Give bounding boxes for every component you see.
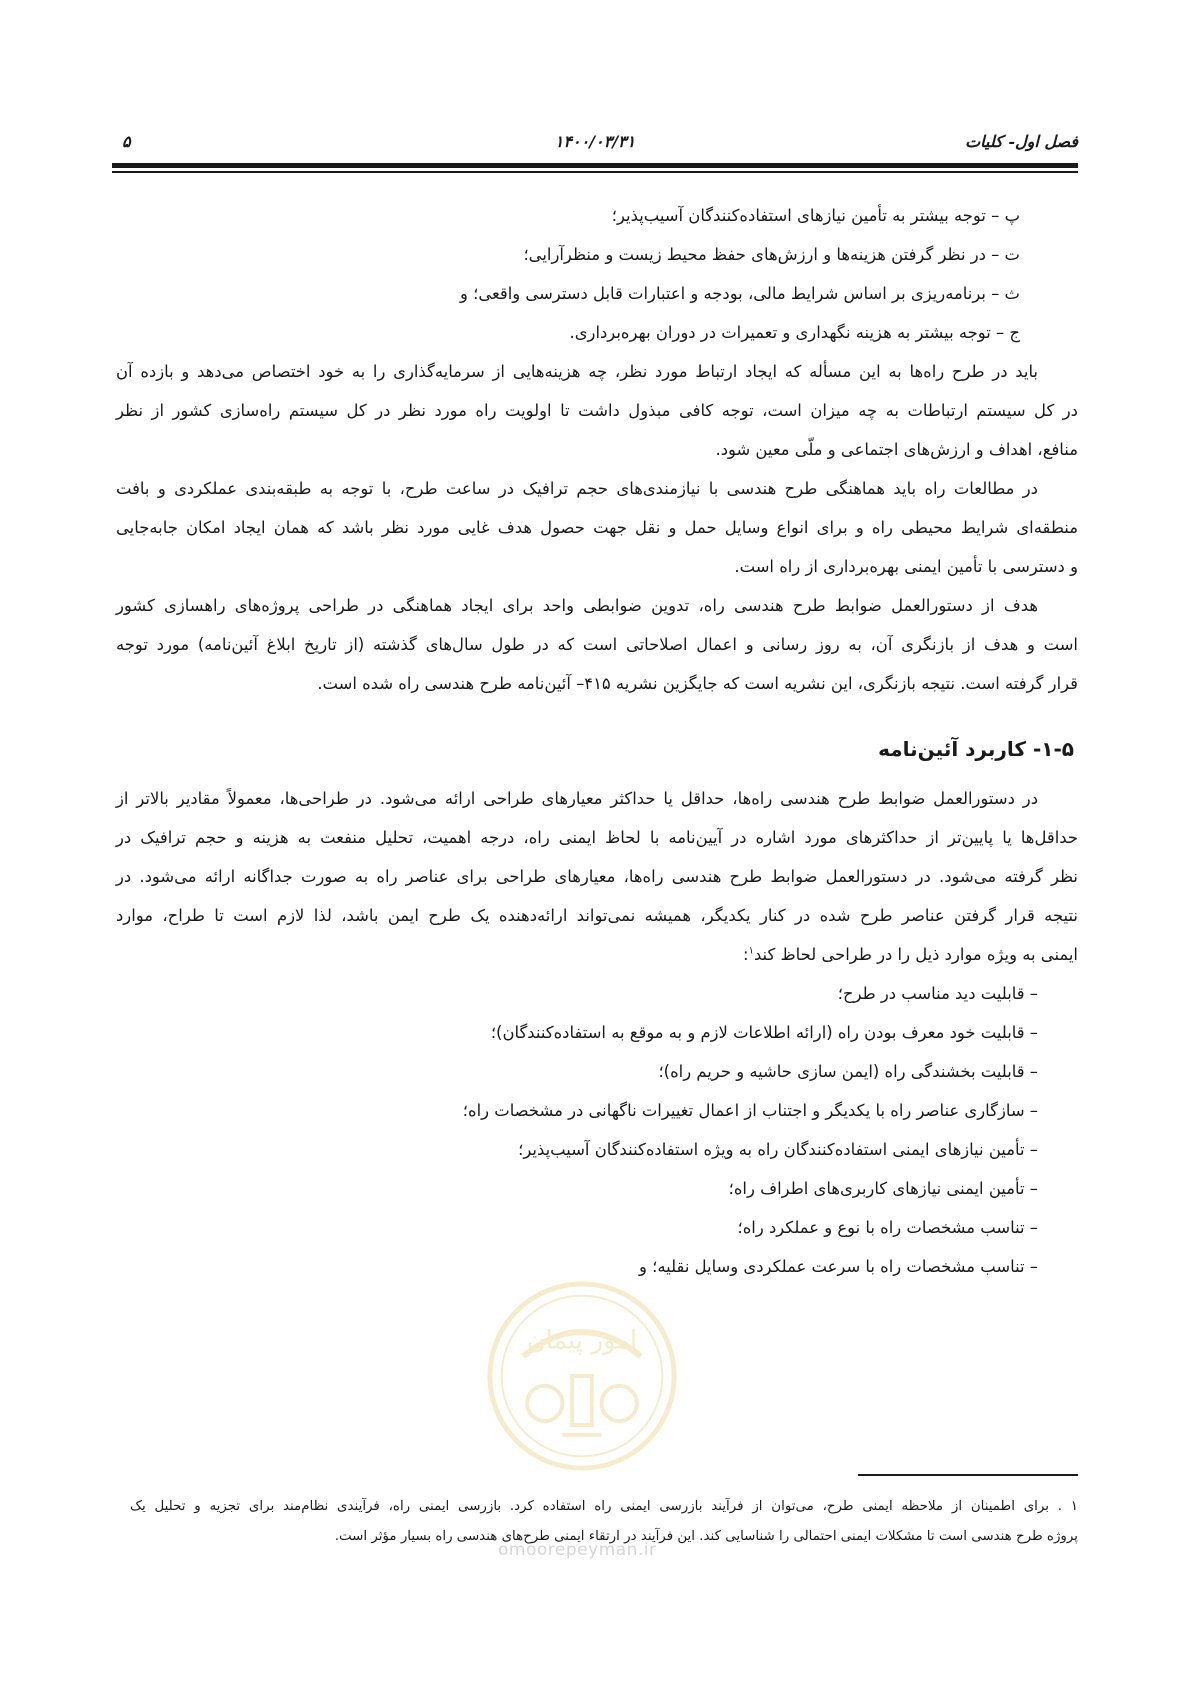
list-item: – تناسب مشخصات راه با نوع و عملکرد راه؛ — [737, 1218, 1038, 1237]
intro-list — [116, 196, 1078, 352]
list-item: ت – در نظر گرفتن هزینه‌ها و ارزش‌های حفظ محیط زیست و منظرآرایی؛ — [523, 245, 1020, 264]
paragraph-line: در دستورالعمل ضوابط طرح هندسی راه‌ها، حداقل یا حداکثر معیارهای طراحی ارائه می‌شود. در طراحی‌ها، معمولاً مقادیر بالاتر از — [116, 789, 1038, 808]
paragraph-2 — [116, 469, 1078, 586]
page-header — [112, 128, 1078, 158]
footnote-line: پروژه طرح هندسی است تا مشکلات ایمنی احتمالی را شناسایی کند. این فرآیند در ارتقاء ایمنی طرح‌های هندسی راه بسیار مؤثر است. — [334, 1529, 1078, 1544]
list-item: – تناسب مشخصات راه با سرعت عملکردی وسایل نقلیه؛ و — [639, 1257, 1038, 1276]
list-item: – سازگاری عناصر راه با یکدیگر و اجتناب از اعمال تغییرات ناگهانی در مشخصات راه؛ — [462, 1101, 1038, 1120]
list-item: – تأمین نیازهای ایمنی استفاده‌کنندگان راه به ویژه استفاده‌کنندگان آسیب‌پذیر؛ — [518, 1140, 1038, 1159]
paragraph-line: و دسترسی با تأمین ایمنی بهره‌برداری از راه است. — [734, 557, 1078, 576]
watermark-site: omoorepeyman.ir — [498, 1540, 657, 1560]
watermark-seal-icon — [484, 1278, 680, 1474]
paragraph-3 — [116, 586, 1078, 703]
paragraph-line: هدف از دستورالعمل ضوابط طرح هندسی راه، تدوین ضوابطی واحد برای ایجاد هماهنگی در طراحی پروژه‌های راهسازی کشور — [116, 596, 1038, 615]
section-heading: ۱-۵- کاربرد آئین‌نامه — [878, 737, 1074, 761]
watermark-brand: امور پیمان — [526, 1325, 638, 1356]
paragraph-line: است و هدف از بازنگری آن، به روز رسانی و اعمال اصلاحاتی است که در طول سال‌های گذشته (از تاریخ ابلاغ آئین‌نامه) مورد توجه — [116, 635, 1078, 654]
list-item: – قابلیت بخشندگی راه (ایمن سازی حاشیه و حریم راه)؛ — [658, 1062, 1038, 1081]
paragraph-line: حداقل‌ها یا پایین‌تر از حداکثرهای مورد اشاره در آیین‌نامه با لحاظ ایمنی راه، درجه اهمیت، تحلیل منفعت به هزینه و حجم ترافیک در — [116, 828, 1078, 847]
body-content — [116, 196, 1078, 1286]
header-rule-thick — [112, 163, 1078, 168]
footnote-line: ۱ . برای اطمینان از ملاحظه ایمنی طرح، می‌توان از فرآیند بازرسی ایمنی راه استفاده کرد. بازرسی ایمنی راه، فرآیندی نظام‌مند برای تجزیه و تحلیل یک — [130, 1499, 1078, 1514]
list-item: – تأمین ایمنی نیازهای کاربری‌های اطراف راه؛ — [728, 1179, 1038, 1198]
paragraph-line: در مطالعات راه باید هماهنگی طرح هندسی با نیازمندی‌های حجم ترافیک در ساعت طرح، با توجه به طبقه‌بندی عملکردی و بافت — [116, 479, 1038, 498]
list-item: – قابلیت دید مناسب در طرح؛ — [837, 984, 1038, 1003]
paragraph-line — [116, 935, 1078, 974]
paragraph-text: ایمنی به ویژه موارد ذیل را در طراحی لحاظ کند — [753, 945, 1078, 964]
paragraph-1 — [116, 352, 1078, 469]
paragraph-line: باید در طرح راه‌ها به این مسأله که ایجاد ارتباط مورد نظر، چه هزینه‌هایی از سرمایه‌گذاری را به خود اختصاص می‌دهد و بازده آن — [116, 362, 1038, 381]
chapter-title: فصل اول- کلیات — [965, 132, 1078, 151]
paragraph-line: در کل سیستم ارتباطات به چه میزان است، توجه کافی مبذول داشت تا اولویت راه مورد نظر در کل سیستم راه‌سازی کشور از نظر — [116, 401, 1078, 420]
list-item: ج – توجه بیشتر به هزینه نگهداری و تعمیرات در دوران بهره‌برداری. — [569, 323, 1020, 342]
paragraph-4 — [116, 779, 1078, 974]
header-date: ۱۴۰۰/۰۳/۳۱ — [554, 132, 636, 151]
header-rule-thin — [112, 171, 1078, 173]
paragraph-colon: : — [743, 945, 749, 964]
footnote-rule — [858, 1474, 1078, 1476]
paragraph-line: نتیجه قرار گرفتن عناصر طرح شده در کنار یکدیگر، همیشه نمی‌تواند ارائه‌دهنده یک طرح ایمن باشد، لذا لازم است تا طراح، موارد — [116, 906, 1078, 925]
paragraph-line: منافع، اهداف و ارزش‌های اجتماعی و ملّی معین شود. — [715, 440, 1078, 459]
list-item: – قابلیت خود معرف بودن راه (ارائه اطلاعات لازم و به موقع به استفاده‌کنندگان)؛ — [490, 1023, 1038, 1042]
safety-list — [116, 974, 1078, 1286]
paragraph-line: منطقه‌ای شرایط محیطی راه و برای انواع وسایل حمل و نقل جهت حصول هدف غایی مورد نظر باشد که همان ایجاد امکان جابه‌جایی — [116, 518, 1078, 537]
page-number: ۵ — [122, 132, 131, 151]
footnote-marker[interactable]: ۱ — [748, 945, 754, 957]
list-item: پ – توجه بیشتر به تأمین نیازهای استفاده‌کنندگان آسیب‌پذیر؛ — [611, 206, 1020, 225]
paragraph-line: نظر گرفته می‌شود. در دستورالعمل ضوابط طرح هندسی راه‌ها، معیارهای طراحی برای عناصر راه به صورت جداگانه ارائه می‌شود. در — [116, 867, 1078, 886]
list-item: ث – برنامه‌ریزی بر اساس شرایط مالی، بودجه و اعتبارات قابل دسترسی واقعی؛ و — [459, 284, 1020, 303]
paragraph-line: قرار گرفته است. نتیجه بازنگری، این نشریه است که جایگزین نشریه ۴۱۵– آئین‌نامه طرح هندسی راه شده است. — [317, 674, 1078, 693]
